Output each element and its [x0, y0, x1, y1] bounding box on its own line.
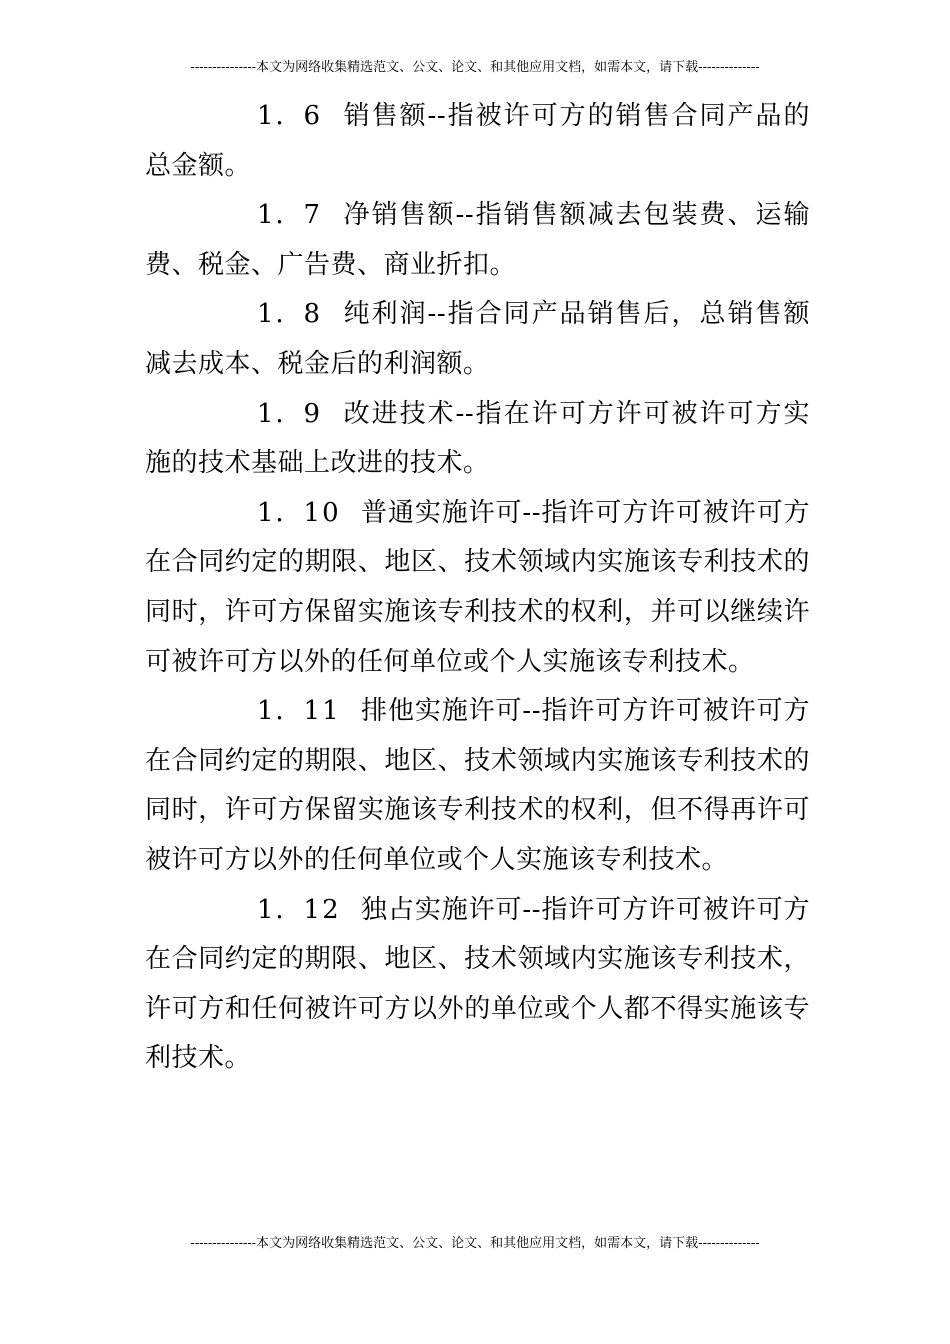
document-body — [145, 92, 810, 1084]
clause-number: 1．7 — [257, 200, 323, 231]
clause-1-11 — [145, 687, 810, 885]
clause-1-10 — [145, 489, 810, 687]
clause-number: 1．11 — [257, 696, 341, 727]
clause-1-8 — [145, 290, 810, 389]
clause-1-9 — [145, 390, 810, 489]
clause-text: 普通实施许可--指许可方许可被许可方在合同约定的期限、地区、技术领域内实施该专利技术的同时，许可方保留实施该专利技术的权利，并可以继续许可被许可方以外的任何单位或个人实施该专利技术。 — [145, 497, 810, 677]
clause-1-12 — [145, 886, 810, 1084]
clause-text: 改进技术--指在许可方许可被许可方实施的技术基础上改进的技术。 — [145, 398, 810, 479]
clause-text: 纯利润--指合同产品销售后，总销售额减去成本、税金后的利润额。 — [145, 299, 810, 379]
clause-text: 独占实施许可--指许可方许可被许可方在合同约定的期限、地区、技术领域内实施该专利技术，许可方和任何被许可方以外的单位或个人都不得实施该专利技术。 — [145, 894, 810, 1074]
footer-banner: ---------------本文为网络收集精选范文、公文、论文、和其他应用文档，如需本文，请下载-------------- — [190, 1236, 760, 1251]
clause-text: 销售额--指被许可方的销售合同产品的总金额。 — [145, 101, 810, 181]
clause-number: 1．9 — [257, 398, 323, 429]
header-banner: ---------------本文为网络收集精选范文、公文、论文、和其他应用文档，如需本文，请下载-------------- — [190, 60, 760, 75]
clause-number: 1．8 — [257, 299, 323, 330]
clause-number: 1．10 — [257, 497, 341, 528]
clause-1-7 — [145, 191, 810, 290]
clause-number: 1．12 — [257, 894, 341, 925]
clause-1-6 — [145, 92, 810, 191]
clause-number: 1．6 — [257, 101, 323, 131]
clause-text: 排他实施许可--指许可方许可被许可方在合同约定的期限、地区、技术领域内实施该专利技术的同时，许可方保留实施该专利技术的权利，但不得再许可被许可方以外的任何单位或个人实施该专利技术。 — [145, 696, 810, 875]
clause-text: 净销售额--指销售额减去包装费、运输费、税金、广告费、商业折扣。 — [145, 200, 810, 280]
